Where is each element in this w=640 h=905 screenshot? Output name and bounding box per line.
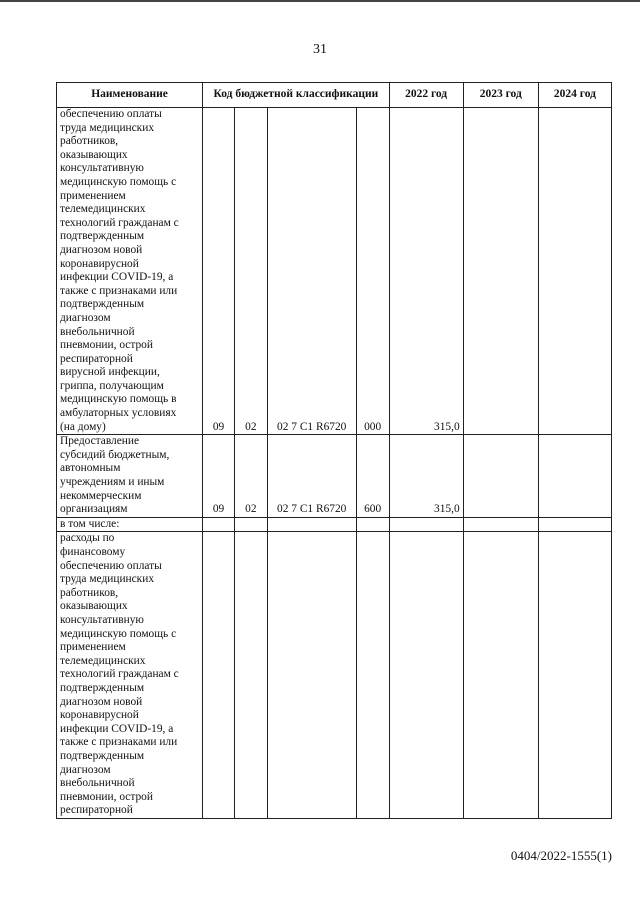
document-code: 0404/2022-1555(1)	[510, 848, 612, 863]
cell-vr	[356, 532, 389, 818]
cell-2024	[538, 532, 611, 818]
cell-csr: 02 7 C1 R6720	[267, 435, 356, 518]
cell-2022	[389, 532, 463, 818]
row-name-text: расходы по финансовому обеспечению оплаты труда медицинских работников, оказывающих консультативную медицинскую помощь с применением телемедицинских технологий гражданам с подтвержденным диагнозом новой коронавирусной инфекции COVID-19, а также с признаками или подтвержденным диагнозом внебольничной пневмонии, острой респираторной	[60, 532, 179, 817]
header-2023: 2023 год	[463, 83, 538, 108]
table-row	[57, 435, 612, 518]
row-name	[57, 517, 203, 532]
cell-2023	[463, 532, 538, 818]
page-number: 31	[313, 42, 327, 57]
cell-pr	[234, 517, 267, 532]
cell-vr	[356, 517, 389, 532]
row-name-text: обеспечению оплаты труда медицинских работников, оказывающих консультативную медицинскую помощь с применением телемедицинских технологий гражданам с подтвержденным диагнозом новой коронавирусной инфекции COVID-19, а также с признаками или подтвержденным диагнозом внебольничной пневмонии, острой респираторной вирусной инфекции, гриппа, получающим медицинскую помощь в амбулаторных условиях (на дому)	[60, 108, 179, 433]
cell-vr: 600	[356, 435, 389, 518]
cell-rz: 09	[203, 108, 235, 435]
cell-csr: 02 7 C1 R6720	[267, 108, 356, 435]
top-border-line	[0, 0, 640, 2]
row-name	[57, 532, 203, 818]
cell-csr	[267, 517, 356, 532]
header-budget-code: Код бюджетной классификации	[203, 83, 389, 108]
cell-2022	[389, 517, 463, 532]
row-name-text: в том числе:	[60, 517, 120, 530]
cell-vr: 000	[356, 108, 389, 435]
header-2024: 2024 год	[538, 83, 611, 108]
budget-table	[56, 82, 612, 819]
table-row	[57, 532, 612, 818]
row-name-text: Предоставление субсидий бюджетным, автономным учреждениям и иным некоммерческим организациям	[60, 435, 170, 516]
table-row	[57, 108, 612, 435]
cell-2022: 315,0	[389, 108, 463, 435]
cell-csr	[267, 532, 356, 818]
cell-pr: 02	[234, 108, 267, 435]
cell-rz: 09	[203, 435, 235, 518]
row-name	[57, 108, 203, 435]
table-row	[57, 517, 612, 532]
cell-2023	[463, 108, 538, 435]
cell-2023	[463, 517, 538, 532]
header-2022: 2022 год	[389, 83, 463, 108]
cell-2024	[538, 435, 611, 518]
table-header-row	[57, 83, 612, 108]
header-name: Наименование	[57, 83, 203, 108]
row-name	[57, 435, 203, 518]
cell-rz	[203, 532, 235, 818]
cell-2022: 315,0	[389, 435, 463, 518]
cell-pr: 02	[234, 435, 267, 518]
cell-2024	[538, 108, 611, 435]
cell-pr	[234, 532, 267, 818]
cell-rz	[203, 517, 235, 532]
cell-2024	[538, 517, 611, 532]
cell-2023	[463, 435, 538, 518]
